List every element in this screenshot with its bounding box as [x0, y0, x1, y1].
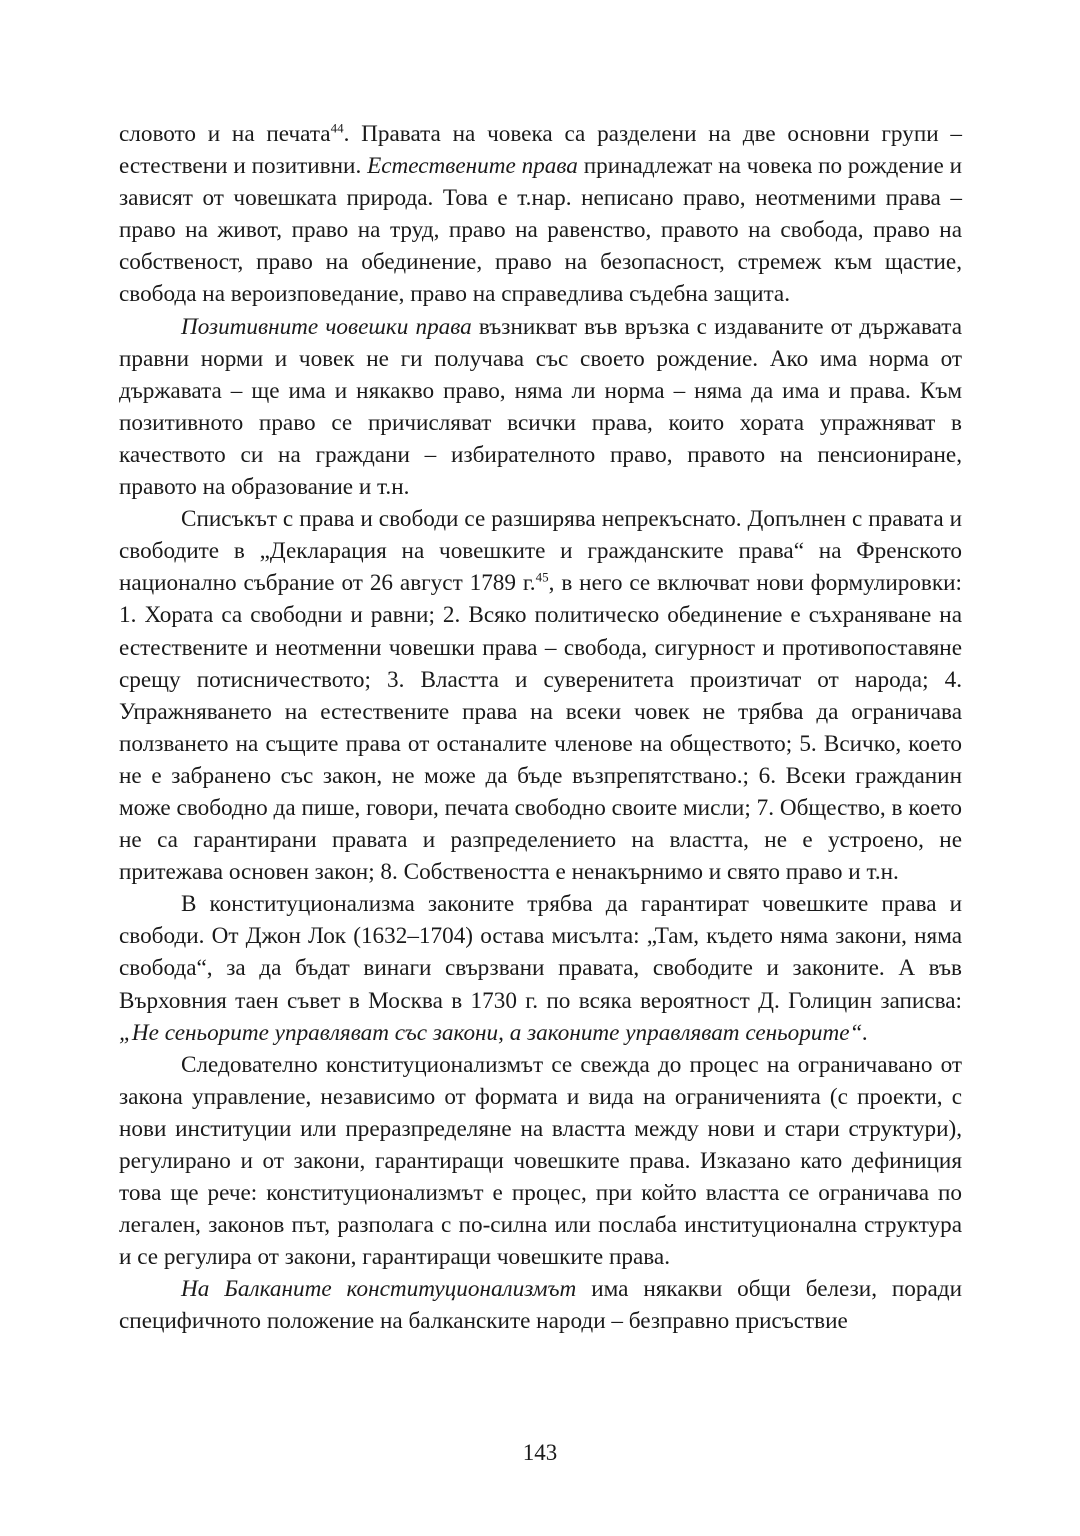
paragraph-3 — [119, 503, 962, 888]
paragraph-6 — [119, 1273, 962, 1337]
emphasis-positive-rights: Позитивните човешки права — [181, 313, 472, 340]
emphasis-quote-golitsyn: „Не сеньорите управляват със закони, а законите управляват сеньорите“. — [119, 1019, 869, 1046]
text-run: има някакви общи белези, поради специфичното положение на балканските народи – безправно присъствие — [119, 1276, 962, 1335]
text-run: В конституционализма законите трябва да гарантират човешките права и свободи. От Джон Лок (1632–1704) остава мисълта: „Там, където няма закони, няма свобода“, за да бъдат винаги свързвани правата, свободите и законите. А във Върховния таен съвет в Москва в 1730 г. по всяка вероятност Д. Голицин записва: — [119, 891, 962, 1014]
paragraph-1 — [119, 118, 962, 311]
page-number: 143 — [522, 1440, 558, 1465]
emphasis-natural-rights: Естествените права — [367, 153, 578, 180]
footnote-ref-45[interactable]: 45 — [535, 569, 549, 585]
text-run: , в него се включват нови формулировки: 1. Хората са свободни и равни; 2. Всяко политическо обединение е съхраняване на естествените и неотменни човешки права – свобода, сигурност и противопоставяне срещу потисничеството; 3. Властта и суверенитета произтичат от народа; 4. Упражняването на естествените права на всеки човек не трябва да ограничава ползването на същите права от останалите членове на обществото; 5. Всичко, което не е забранено със закон, не може да бъде възпрепятствано.; 6. Всеки гражданин може свободно да пише, говори, печата свободно своите мисли; 7. Общество, в което не са гарантирани правата и разпределението на властта, не е устроено, не притежава основен закон; 8. Собствеността е ненакърнимо и свято право и т.н. — [119, 570, 962, 886]
paragraph-5 — [119, 1049, 962, 1274]
footnote-ref-44[interactable]: 44 — [330, 120, 344, 136]
paragraph-2 — [119, 311, 962, 504]
text-run: принадлежат на човека по рождение и зависят от човешката природа. Това е т.нар. неписано право, неотменими права – право на живот, право на труд, право на равенство, правото на свобода, право на собственост, право на обединение, право на безопасност, стремеж към щастие, свобода на вероизповедание, право на справедлива съдебна защита. — [119, 153, 962, 308]
document-body — [119, 118, 962, 1338]
emphasis-balkans: На Балканите конституционализмът — [181, 1276, 577, 1303]
text-run: Списъкът с права и свободи се разширява непрекъснато. Допълнен с правата и свободите в „Декларация на човешките и гражданските права“ на Френското национално събрание от 26 август 1789 г. — [119, 506, 962, 597]
paragraph-4 — [119, 888, 962, 1048]
text-run: словото и на печата — [119, 121, 331, 147]
text-run: Следователно конституционализмът се свежда до процес на ограничавано от закона управление, независимо от формата и вида на ограниченията (с проекти, с нови институции или преразпределяне на властта между нови и стари структури), регулирано и от закони, гарантиращи човешките права. Изказано като дефиниция това ще рече: конституционализмът е процес, при който властта се ограничава по легален, законов път, разполага с по-силна или послаба институционална структура и се регулира от закони, гарантиращи човешките права. — [119, 1051, 962, 1271]
text-run: . Правата на човека са разделени на две основни групи – естествени и позитивни. — [119, 121, 963, 180]
text-run: възникват във връзка с издаваните от държавата правни норми и човек не ги получава със своето рождение. Ако има норма от държавата – ще има и някакво право, няма ли норма – няма да има и права. Към позитивното право се причисляват всички права, които хората упражняват в качеството си на граждани – избирателното право, правото на пенсиониране, правото на образование и т.н. — [119, 313, 962, 501]
